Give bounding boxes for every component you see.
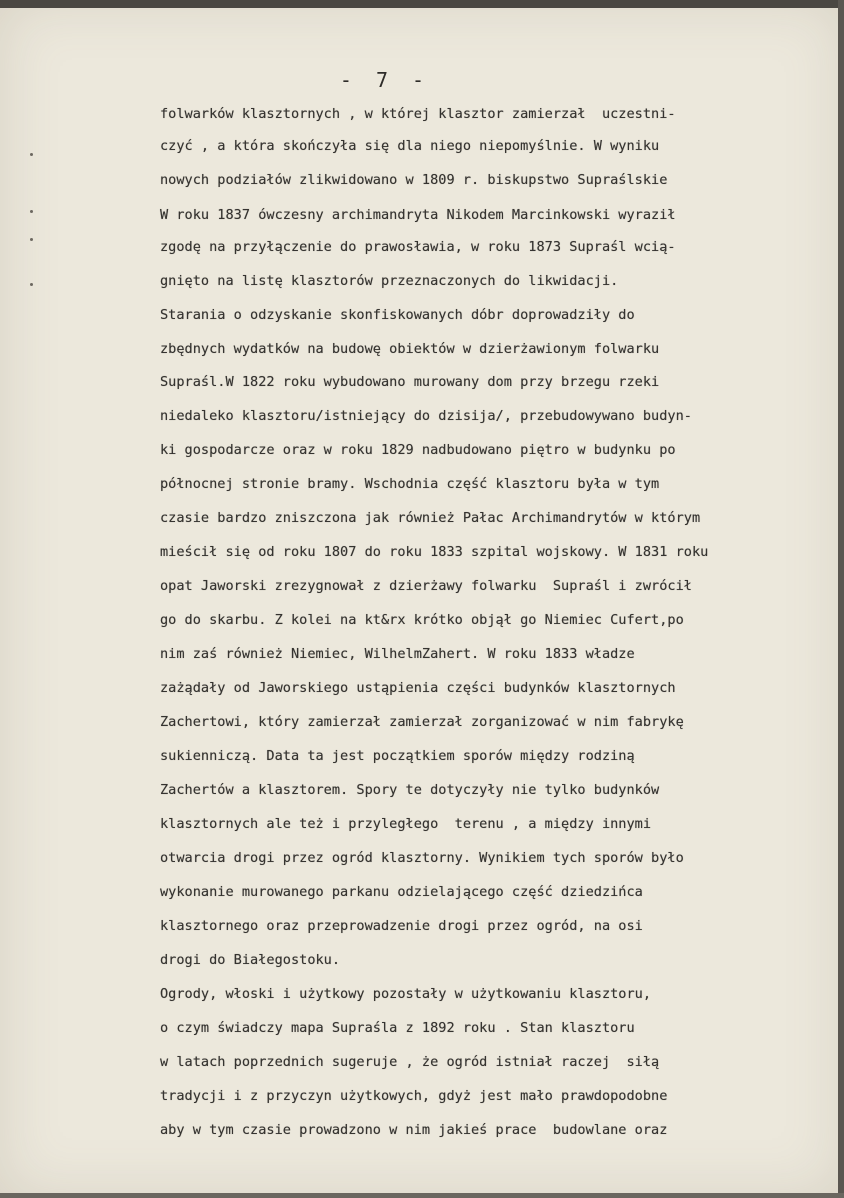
text-line: w latach poprzednich sugeruje , że ogród istniał raczej siłą [160,1054,660,1070]
text-line: czyć , a która skończyła się dla niego niepomyślnie. W wyniku [160,138,660,154]
scan-right-edge [838,0,844,1198]
text-line: północnej stronie bramy. Wschodnia część klasztoru była w tym [160,476,660,492]
text-line: sukienniczą. Data ta jest początkiem sporów między rodziną [160,748,635,764]
binder-hole-mark [30,210,33,213]
text-line: ki gospodarcze oraz w roku 1829 nadbudowano piętro w budynku po [160,442,676,458]
text-line: Zachertów a klasztorem. Spory te dotyczyły nie tylko budynków [160,782,660,798]
text-line: Starania o odzyskanie skonfiskowanych dóbr doprowadziły do [160,307,635,323]
binder-hole-mark [30,283,33,286]
text-line: tradycji i z przyczyn użytkowych, gdyż jest mało prawdopodobne [160,1088,668,1104]
scan-top-edge [0,0,844,8]
text-line: aby w tym czasie prowadzono w nim jakieś prace budowlane oraz [160,1122,668,1138]
text-line: W roku 1837 ówczesny archimandryta Nikodem Marcinkowski wyraził [160,207,676,223]
text-line: opat Jaworski zrezygnował z dzierżawy folwarku Supraśl i zwrócił [160,578,692,594]
text-line: Supraśl.W 1822 roku wybudowano murowany dom przy brzegu rzeki [160,374,660,390]
scan-bottom-edge [0,1193,844,1198]
text-line: Ogrody, włoski i użytkowy pozostały w użytkowaniu klasztoru, [160,986,652,1002]
text-line: wykonanie murowanego parkanu odzielającego część dziedzińca [160,884,643,900]
text-line: otwarcia drogi przez ogród klasztorny. Wynikiem tych sporów było [160,850,684,866]
page-number: - 7 - [339,68,431,92]
binder-hole-mark [30,238,33,241]
text-line: drogi do Białegostoku. [160,952,341,968]
text-line: klasztornego oraz przeprowadzenie drogi przez ogród, na osi [160,918,643,934]
text-line: nim zaś również Niemiec, WilhelmZahert. W roku 1833 władze [160,646,635,662]
text-line: nowych podziałów zlikwidowano w 1809 r. biskupstwo Supraślskie [160,172,668,188]
text-line: go do skarbu. Z kolei na kt&rx krótko objął go Niemiec Cufert,po [160,612,684,628]
text-line: Zachertowi, który zamierzał zamierzał zorganizować w nim fabrykę [160,714,684,730]
text-line: o czym świadczy mapa Supraśla z 1892 roku . Stan klasztoru [160,1020,635,1036]
text-line: czasie bardzo zniszczona jak również Pałac Archimandrytów w którym [160,510,701,526]
text-line: mieścił się od roku 1807 do roku 1833 szpital wojskowy. W 1831 roku [160,544,709,560]
text-line: gnięto na listę klasztorów przeznaczonych do likwidacji. [160,273,619,289]
text-line: zbędnych wydatków na budowę obiektów w dzierżawionym folwarku [160,341,660,357]
text-line: folwarków klasztornych , w której klasztor zamierzał uczestni- [160,106,676,122]
binder-hole-mark [30,153,33,156]
text-line: niedaleko klasztoru/istniejący do dzisija/, przebudowywano budyn- [160,408,692,424]
text-line: zażądały od Jaworskiego ustąpienia części budynków klasztornych [160,680,676,696]
text-line: zgodę na przyłączenie do prawosławia, w roku 1873 Supraśl wcią- [160,239,676,255]
text-line: klasztornych ale też i przyległego terenu , a między innymi [160,816,652,832]
